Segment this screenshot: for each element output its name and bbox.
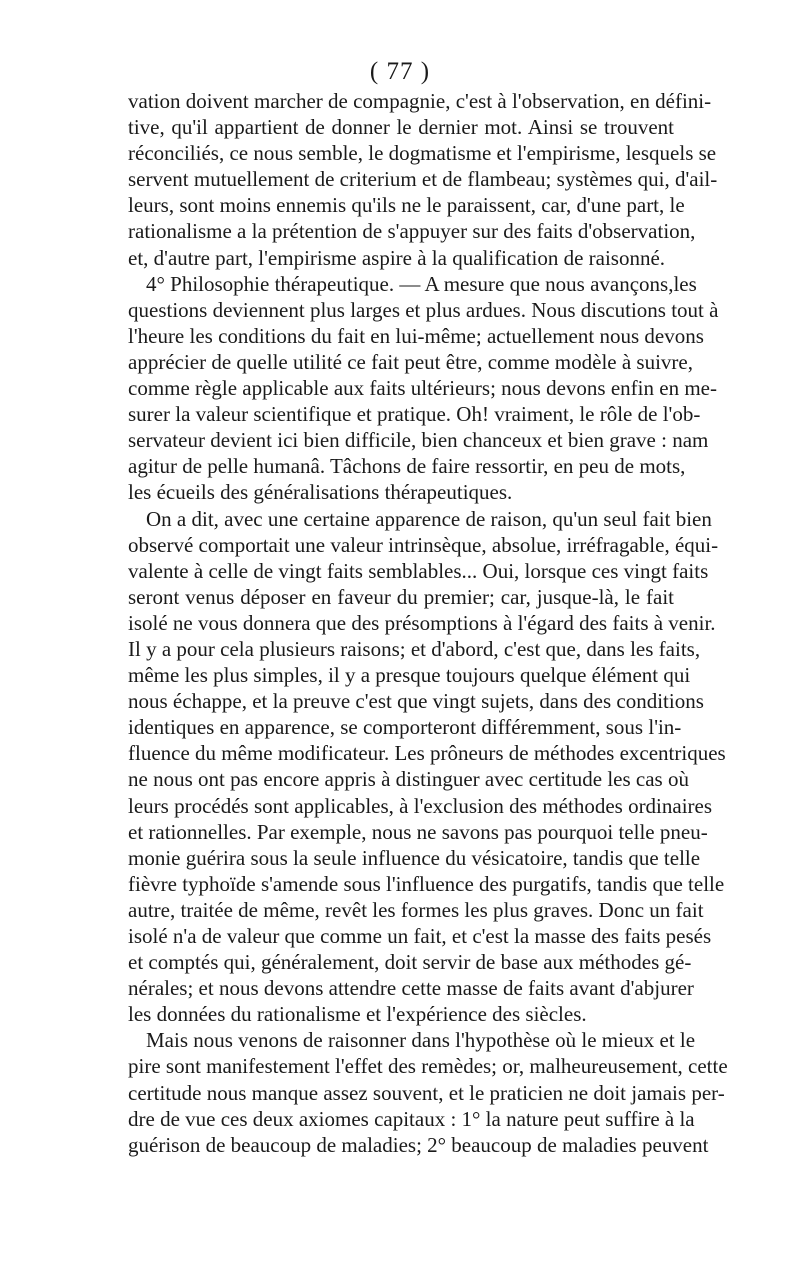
text-line: comme règle applicable aux faits ultérieurs; nous devons enfin en me-	[128, 376, 717, 401]
text-line: les données du rationalisme et l'expérience des siècles.	[128, 1002, 587, 1027]
text-line: ne nous ont pas encore appris à distinguer avec certitude les cas où	[128, 767, 689, 792]
text-line: seront venus déposer en faveur du premier; car, jusque-là, le fait	[128, 584, 674, 609]
text-line: dre de vue ces deux axiomes capitaux : 1° la nature peut suffire à la	[128, 1106, 695, 1131]
body-text	[128, 88, 728, 1158]
text-line: les écueils des généralisations thérapeutiques.	[128, 480, 513, 505]
text-line: surer la valeur scientifique et pratique. Oh! vraiment, le rôle de l'ob-	[128, 402, 701, 427]
paragraph-start-line: On a dit, avec une certaine apparence de raison, qu'un seul fait bien	[146, 506, 712, 531]
text-line: identiques en apparence, se comporteront différemment, sous l'in-	[128, 715, 682, 740]
text-line: questions deviennent plus larges et plus ardues. Nous discutions tout à	[128, 297, 719, 322]
text-line: monie guérira sous la seule influence du vésicatoire, tandis que telle	[128, 845, 701, 870]
text-line: tive, qu'il appartient de donner le dernier mot. Ainsi se trouvent	[128, 115, 674, 140]
text-line: observé comportait une valeur intrinsèque, absolue, irréfragable, équi-	[128, 532, 719, 557]
text-line: servent mutuellement de criterium et de flambeau; systèmes qui, d'ail-	[128, 167, 718, 192]
text-line: autre, traitée de même, revêt les formes les plus graves. Donc un fait	[128, 897, 704, 922]
text-line: certitude nous manque assez souvent, et le praticien ne doit jamais per-	[128, 1080, 725, 1105]
text-line: nérales; et nous devons attendre cette masse de faits avant d'abjurer	[128, 976, 694, 1001]
text-line: même les plus simples, il y a presque toujours quelque élément qui	[128, 663, 691, 688]
paragraph-start-line: Mais nous venons de raisonner dans l'hypothèse où le mieux et le	[146, 1028, 696, 1053]
text-line: fièvre typhoïde s'amende sous l'influence des purgatifs, tandis que telle	[128, 871, 725, 896]
text-line: guérison de beaucoup de maladies; 2° beaucoup de maladies peuvent	[128, 1132, 709, 1157]
text-line: leurs, sont moins ennemis qu'ils ne le paraissent, car, d'une part, le	[128, 193, 685, 218]
text-line: isolé n'a de valeur que comme un fait, et c'est la masse des faits pesés	[128, 924, 712, 948]
section-heading-line: 4° Philosophie thérapeutique. — A mesure que nous avançons,les	[146, 271, 697, 296]
text-line: agitur de pelle humanâ. Tâchons de faire ressortir, en peu de mots,	[128, 454, 686, 479]
text-line: réconciliés, ce nous semble, le dogmatisme et l'empirisme, lesquels se	[128, 141, 717, 166]
text-line: Il y a pour cela plusieurs raisons; et d'abord, c'est que, dans les faits,	[128, 636, 701, 661]
text-line: fluence du même modificateur. Les prôneurs de méthodes excentriques	[128, 741, 726, 766]
text-line: rationalisme a la prétention de s'appuyer sur des faits d'observation,	[128, 219, 696, 244]
text-line: apprécier de quelle utilité ce fait peut être, comme modèle à suivre,	[128, 349, 693, 374]
text-line: valente à celle de vingt faits semblables... Oui, lorsque ces vingt faits	[128, 558, 709, 583]
text-line: et comptés qui, généralement, doit servir de base aux méthodes gé-	[128, 950, 692, 975]
text-line: pire sont manifestement l'effet des remèdes; or, malheureusement, cette	[128, 1054, 728, 1079]
text-line: et, d'autre part, l'empirisme aspire à la qualification de raisonné.	[128, 245, 666, 270]
text-line: vation doivent marcher de compagnie, c'est à l'observation, en défini-	[128, 89, 712, 113]
page-number: ( 77 )	[369, 58, 431, 85]
text-line: leurs procédés sont applicables, à l'exclusion des méthodes ordinaires	[128, 793, 713, 818]
text-line: l'heure les conditions du fait en lui-même; actuellement nous devons	[128, 323, 704, 348]
text-line: et rationnelles. Par exemple, nous ne savons pas pourquoi telle pneu-	[128, 819, 708, 844]
text-line: isolé ne vous donnera que des présomptions à l'égard des faits à venir.	[128, 610, 716, 635]
text-line: nous échappe, et la preuve c'est que vingt sujets, dans des conditions	[128, 689, 704, 714]
text-line: servateur devient ici bien difficile, bien chanceux et bien grave : nam	[128, 428, 709, 453]
